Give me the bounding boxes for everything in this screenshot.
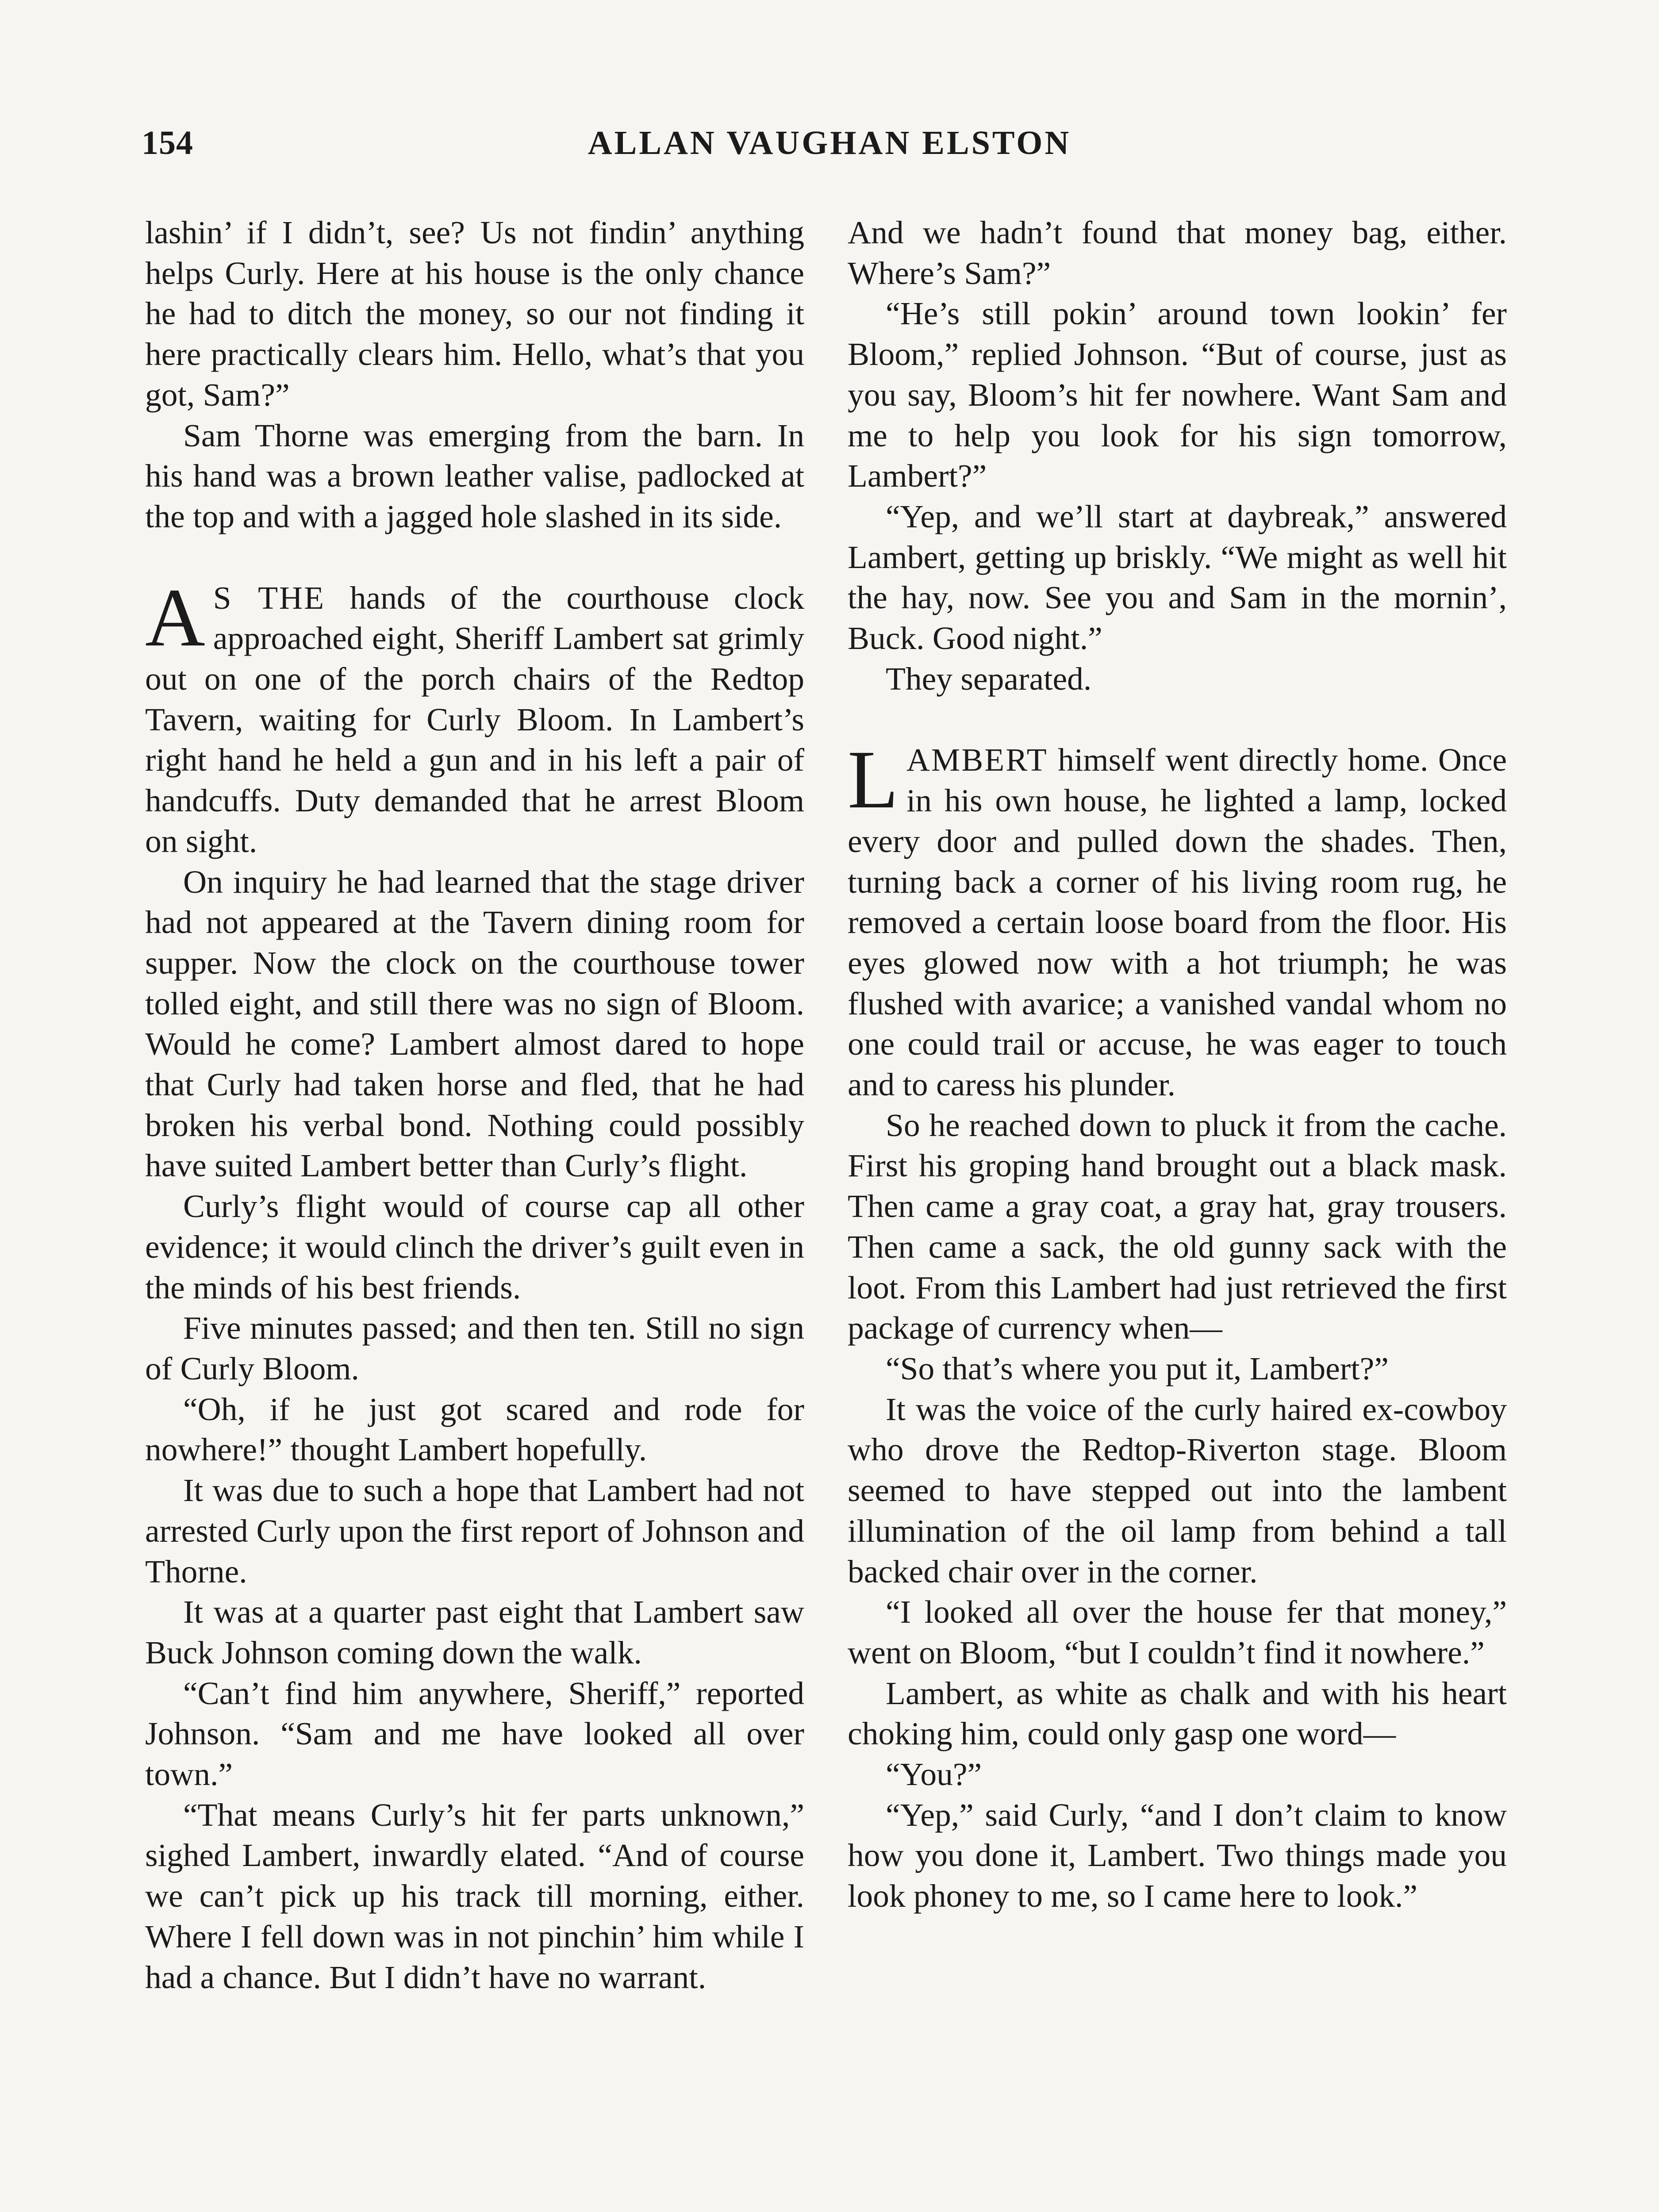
paragraph: “You?”: [886, 1756, 982, 1793]
section-opening-paragraph: [145, 571, 804, 862]
paragraph: “He’s still pokin’ around town lookin’ fer Bloom,” replied Johnson. “But of course, just as you say, Bloom’s hit fer nowhere. Want Sam and me to help you look for his sign tomorrow, Lambert?”: [848, 296, 1507, 494]
paragraph: “I looked all over the house fer that money,” went on Bloom, “but I couldn’t find it nowhere.”: [848, 1594, 1507, 1671]
paragraph: lashin’ if I didn’t, see? Us not findin’ anything helps Curly. Here at his house is the only chance he had to ditch the money, so our not finding it here practically clears him. Hello, what’s that you got, Sam?”: [145, 215, 804, 413]
paragraph: “So that’s where you put it, Lambert?”: [886, 1350, 1389, 1386]
paragraph: “Can’t find him anywhere, Sheriff,” reported Johnson. “Sam and me have looked all over town.”: [145, 1675, 804, 1793]
paragraph: Five minutes passed; and then ten. Still no sign of Curly Bloom.: [145, 1310, 804, 1386]
paragraph: And we hadn’t found that money bag, either. Where’s Sam?”: [848, 215, 1507, 291]
paragraph: They separated.: [886, 661, 1092, 697]
paragraph-text: himself went directly home. Once in his own house, he lighted a lamp, locked every door and pulled down the shades. Then, turning back a corner of his living room rug, he removed a certain loose board from the floor. His eyes glowed now with a hot triumph; he was flushed with avarice; a vanished vandal whom no one could trail or accuse, he was eager to touch and to caress his plunder.: [848, 742, 1507, 1103]
paragraph: Lambert, as white as chalk and with his heart choking him, could only gasp one word—: [848, 1675, 1507, 1752]
page-header: [142, 124, 1517, 173]
paragraph-text: hands of the courthouse clock approached eight, Sheriff Lambert sat grimly out on one of the porch chairs of the Redtop Tavern, waiting for Curly Bloom. In Lambert’s right hand he held a gun and in his left a pair of handcuffs. Duty demanded that he arrest Bloom on sight.: [145, 580, 804, 859]
small-caps-lead: S THE: [213, 580, 325, 616]
paragraph: Sam Thorne was emerging from the barn. In his hand was a brown leather valise, padlocked at the top and with a jagged hole slashed in its side.: [145, 417, 804, 534]
paragraph: It was at a quarter past eight that Lambert saw Buck Johnson coming down the walk.: [145, 1594, 804, 1671]
paragraph: “Oh, if he just got scared and rode for nowhere!” thought Lambert hopefully.: [145, 1391, 804, 1468]
left-column: [145, 212, 804, 1997]
paragraph: “Yep, and we’ll start at daybreak,” answered Lambert, getting up briskly. “We might as well hit the hay, now. See you and Sam in the mornin’, Buck. Good night.”: [848, 498, 1507, 657]
paragraph: It was due to such a hope that Lambert had not arrested Curly upon the first report of Johnson and Thorne.: [145, 1472, 804, 1590]
paragraph: On inquiry he had learned that the stage driver had not appeared at the Tavern dining room for supper. Now the clock on the courthouse tower tolled eight, and still there was no sign of Bloom. Would he come? Lambert almost dared to hope that Curly had taken horse and fled, that he had broken his verbal bond. Nothing could possibly have suited Lambert better than Curly’s flight.: [145, 864, 804, 1184]
paragraph: It was the voice of the curly haired ex-cowboy who drove the Redtop-Riverton stage. Bloom seemed to have stepped out into the lambent illumination of the oil lamp from behind a tall backed chair over in the corner.: [848, 1391, 1507, 1590]
paragraph: So he reached down to pluck it from the cache. First his groping hand brought out a black mask. Then came a gray coat, a gray hat, gray trousers. Then came a sack, the old gunny sack with the loot. From this Lambert had just retrieved the first package of currency when—: [848, 1107, 1507, 1346]
running-title: ALLAN VAUGHAN ELSTON: [588, 124, 1071, 161]
right-column: [848, 212, 1507, 1916]
paragraph: “Yep,” said Curly, “and I don’t claim to know how you done it, Lambert. Two things made you look phoney to me, so I came here to look.”: [848, 1797, 1507, 1914]
text-columns: [142, 212, 1513, 2212]
small-caps-lead: AMBERT: [906, 742, 1048, 778]
drop-cap: A: [145, 571, 205, 664]
drop-cap: L: [848, 733, 899, 826]
section-opening-paragraph: [848, 733, 1507, 1105]
paragraph: Curly’s flight would of course cap all other evidence; it would clinch the driver’s guilt even in the minds of his best friends.: [145, 1188, 804, 1306]
paragraph: “That means Curly’s hit fer parts unknown,” sighed Lambert, inwardly elated. “And of course we can’t pick up his track till morning, either. Where I fell down was in not pinchin’ him while I had a chance. But I didn’t have no warrant.: [145, 1797, 804, 1995]
page-number: 154: [142, 124, 193, 161]
